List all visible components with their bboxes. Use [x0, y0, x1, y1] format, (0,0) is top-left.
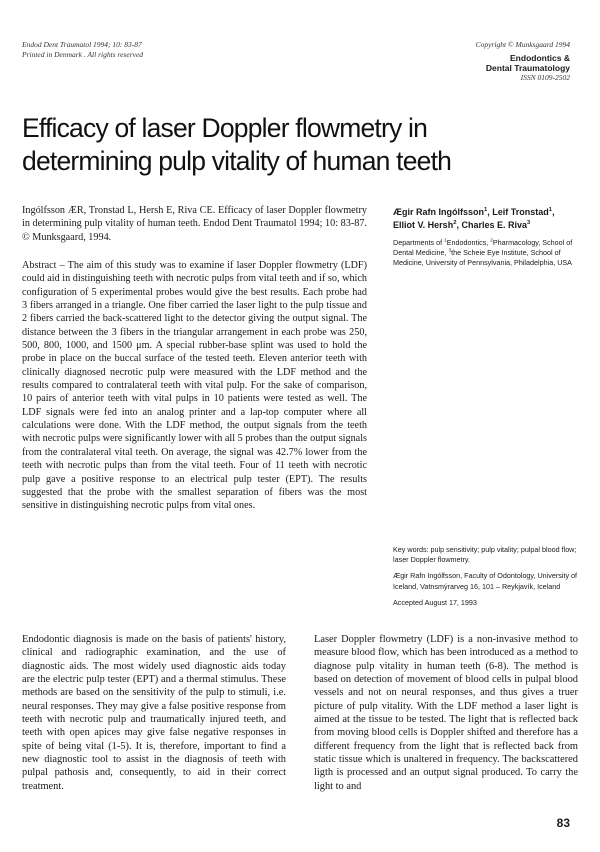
- body-column-left: Endodontic diagnosis is made on the basis of patients' history, clinical and radiographic examination, and the use of diagnostic aids. The most widely used diagnostic aids today are the electric pulp tester (EPT) and a thermal stimulus. These methods are based on the sensitivity of the pulp to stimuli, i.e. neural responses. They may give a false positive response from teeth with necrotic pulp and traumatically injured teeth, and teeth with open apices may give false negative responses in spite of being vital (1-5). It is, therefore, important to find a new diagnostic tool to assist in the diagnosis of teeth with pulpal pathosis and, consequently, to aid in their correct treatment.: [22, 634, 286, 792]
- body-column-right: Laser Doppler flowmetry (LDF) is a non-invasive method to measure blood flow, which has been introduced as a method to diagnose pulp vitality in human teeth (6-8). The method is based on detection of movement of blood cells in pulpal blood vessels and not on neural responses, and thus gives a truer picture of pulp vitality. With the LDF method a laser light is aimed at the tissue to be tested. The light that is reflected back from moving blood cells is Doppler shifted and therefore has a different frequency from the light that is reflected back from static tissue which is unaltered in frequency. The backscattered ligth is processed and an output signal produced. To carry the light to and: [314, 634, 578, 792]
- author-4-sup: 3: [527, 219, 531, 226]
- author-2: Leif Tronstad: [492, 207, 549, 217]
- title-line-2: determining pulp vitality of human teeth: [22, 146, 452, 176]
- abstract: Abstract – The aim of this study was to examine if laser Doppler flowmetry (LDF) could aid in distinguishing teeth with necrotic pulps from vital teeth and if so, which configuration of 5 experimental probes would give the best results. Each probe had 3 fibers arranged in a triangle. One fiber carried the laser light to the pulp tissue and 2 fibers carried the back-scattered light to the detector giving the output signal. The distance between the 3 fibers in the triangular arrangement in each probe was 250, 500, 800, 1000, and 1500 μm. A special rubber-base splint was used to hold the probe in place on the buccal surface of the tested teeth. Eleven anterior teeth with clinically diagnosed necrotic pulp were measured with the LDF method and the results compared to contralateral teeth with vital pulp. For the sake of comparison, 10 pairs of anterior teeth with vital pulps in 10 patients were tested as well. The LDF signals were fed into an analog printer and a lap-top computer where all calculations were done. With the LDF method, the output signals from the teeth with necrotic pulps were significantly lower with all 5 probes than the output signals from the contralateral vital teeth. On average, the signal was 42.7% lower from the teeth with necrotic pulps than from the vital teeth. Four of 11 teeth with necrotic pulp gave a positive response to an electrical pulp tester (EPT). The results suggested that the probe with the smallest separation of fibers was the most sensitive in distinguishing necrotic pulps from vital ones.: [22, 260, 367, 512]
- citation-line-1: Endod Dent Traumatol 1994; 10: 83-87: [22, 40, 142, 49]
- copyright-notice: Copyright © Munksgaard 1994: [475, 40, 570, 49]
- journal-citation-header: [22, 40, 143, 60]
- author-affiliations: [393, 238, 578, 269]
- sidebar-info: [393, 545, 578, 614]
- affil-sup-3: 3: [448, 247, 452, 253]
- affil-lead: Departments of: [393, 238, 445, 247]
- author-1-sup: 1: [484, 207, 488, 213]
- author-3-sup: 2: [453, 219, 457, 226]
- affil-dept-1: Endodontics,: [446, 238, 491, 247]
- article-title: [22, 112, 582, 178]
- affil-sup-1: 1: [444, 237, 447, 243]
- article-citation: Ingólfsson ÆR, Tronstad L, Hersh E, Riva CE. Efficacy of laser Doppler flowmetry in determining pulp vitality of human teeth. Endod Dent Traumatol 1994; 10: 83-87. © Munksgaard, 1994.: [22, 205, 367, 243]
- accepted-date: Accepted August 17, 1993: [393, 597, 477, 607]
- citation-line-2: Printed in Denmark . All rights reserved: [22, 50, 144, 59]
- journal-name-line-2: Dental Traumatology: [485, 63, 570, 73]
- author-4: Charles E. Riva: [461, 219, 527, 230]
- author-sep-3: ,: [456, 219, 462, 230]
- affil-dept-2: Pharmacology, School of Dental Medicine,: [393, 238, 573, 258]
- title-line-1: Efficacy of laser Doppler flowmetry in: [22, 113, 428, 143]
- author-2-sup: 1: [548, 207, 553, 213]
- author-sep-1: ,: [487, 207, 493, 217]
- journal-masthead: [476, 40, 570, 82]
- author-list: [393, 206, 573, 231]
- affil-sup-2: 2: [490, 237, 493, 243]
- issn: ISSN 0109-2502: [520, 73, 570, 82]
- keywords: Key words: pulp sensitivity; pulp vitality; pulpal blood flow; laser Doppler flowmetry.: [393, 545, 577, 565]
- author-1: Ægir Rafn Ingólfsson: [393, 207, 484, 217]
- correspondence-address: Ægir Rafn Ingólfsson, Faculty of Odontology, University of Iceland, Vatnsmýrarveg 16, 101 – Reykjavík, Iceland: [393, 571, 578, 591]
- author-sep-2: ,: [552, 207, 555, 217]
- author-3: Elliot V. Hersh: [393, 219, 454, 230]
- page-number: 83: [556, 816, 570, 830]
- affil-rest: the Scheie Eye Institute, School of Medicine, University of Pennsylvania, Philadelphia, USA: [393, 248, 572, 268]
- journal-name-line-1: Endodontics &: [510, 53, 570, 63]
